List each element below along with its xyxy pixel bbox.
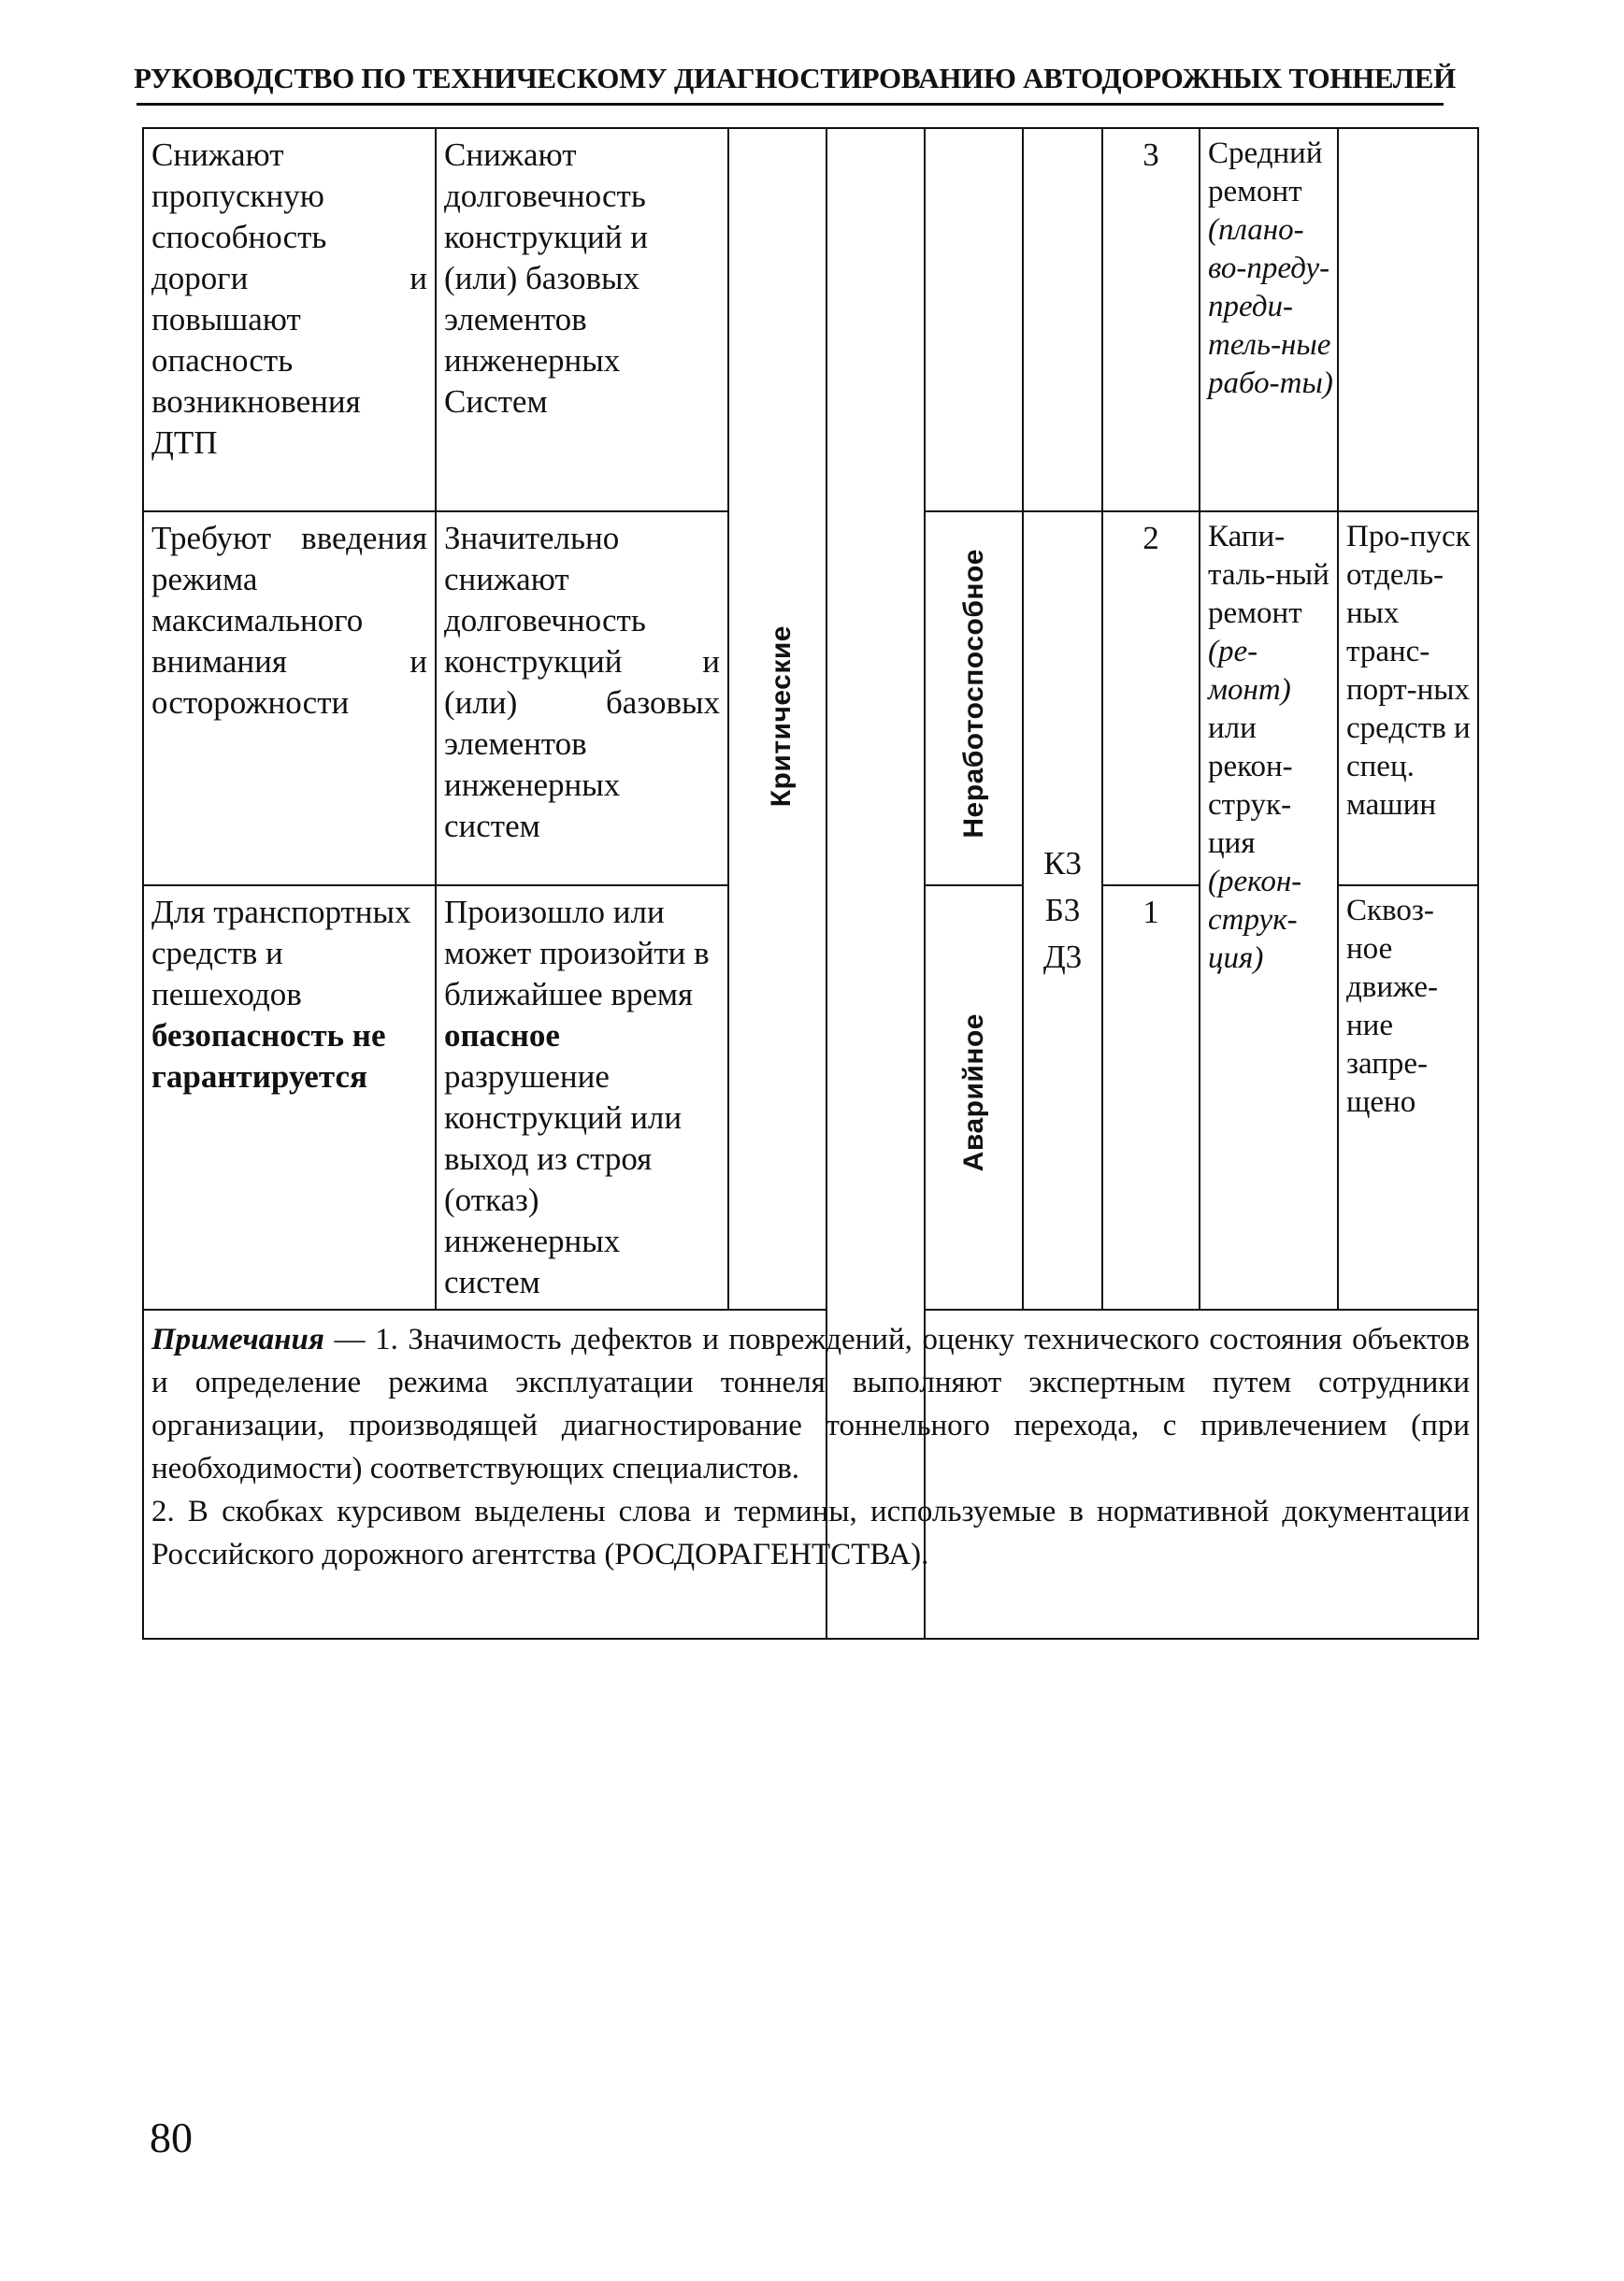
structure-effect-cell: [436, 885, 728, 1310]
code-number-cell: 3: [1102, 128, 1200, 511]
notes-cell: [143, 1310, 1478, 1639]
code-number-cell: 1: [1102, 885, 1200, 1310]
traffic-effect-cell: Снижают пропускную способность дороги и повышают опасность возникновения ДТП: [143, 128, 436, 511]
repair-cell: [1200, 128, 1338, 511]
header-rule: [137, 103, 1444, 106]
state-inoperable-label: Неработоспособное: [957, 548, 989, 839]
repair-term: (плано-во-преду-преди-тель-ные рабо-ты): [1208, 213, 1333, 400]
traffic-effect-cell: Требуют введения режима максимального внимания и осторожности: [143, 511, 436, 885]
repair-cell: [1200, 511, 1338, 1310]
state-inoperable-cell: [925, 511, 1023, 885]
repair-label: Капи-таль-ный ремонт: [1208, 520, 1329, 630]
regime-cell: Про-пуск отдель-ных транс-порт-ных средств и спец. машин: [1338, 511, 1478, 885]
category-label-wrap: [732, 127, 830, 1305]
codes-cell: [1023, 511, 1102, 1310]
code-label: Д3: [1042, 939, 1083, 975]
traffic-effect-text: Для транспортных средств и пешеходов: [151, 894, 411, 1012]
traffic-effect-cell: [143, 885, 436, 1310]
code-number-cell: 2: [1102, 511, 1200, 885]
structure-effect-emphasis: опасное: [444, 1017, 560, 1054]
regime-cell: Сквоз-ное движе-ние запре-щено: [1338, 885, 1478, 1310]
notes-row: [143, 1310, 1478, 1639]
note-2: 2. В скобках курсивом выделены слова и термины, используемые в нормативной документации Российского дорожного агентства (РОСДОРАГЕНТСТВА).: [151, 1495, 1470, 1571]
blank-cell: [925, 128, 1023, 511]
traffic-effect-emphasis: безопасность не гарантируется: [151, 1017, 386, 1095]
blank-cell: [1338, 128, 1478, 511]
state-emergency-cell: [925, 885, 1023, 1310]
page-number: 80: [150, 2114, 193, 2161]
structure-effect-cell: Значительно снижают долговечность конструкций и (или) базовых элементов инженерных систем: [436, 511, 728, 885]
note-1: 1. Значимость дефектов и повреждений, оценку технического состояния объектов и определение режима эксплуатации тоннеля выполняют экспертным путем сотрудники организации, производящей диагностирование тоннельного перехода, с привлечением (при необходимости) соответствующих специалистов.: [151, 1323, 1471, 1485]
repair-term: (рекон-струк-ция): [1208, 865, 1302, 975]
running-head: РУКОВОДСТВО ПО ТЕХНИЧЕСКОМУ ДИАГНОСТИРОВАНИЮ АВТОДОРОЖНЫХ ТОННЕЛЕЙ: [134, 62, 1456, 94]
repair-label: Средний ремонт: [1208, 136, 1323, 208]
code-label: К3: [1043, 845, 1082, 882]
structure-effect-cell: Снижают долговечность конструкций и (или) базовых элементов инженерных Систем: [436, 128, 728, 511]
state-emergency-label: Аварийное: [957, 1012, 989, 1172]
repair-label: или рекон-струк-ция: [1208, 711, 1293, 860]
notes-dash: —: [334, 1323, 366, 1356]
structure-effect-text: Произошло или может произойти в ближайшее время: [444, 894, 710, 1012]
notes-label: Примечания: [151, 1323, 324, 1356]
code-label: Б3: [1044, 892, 1081, 928]
repair-term: (ре-монт): [1208, 635, 1291, 707]
blank-cell: [1023, 128, 1102, 511]
category-label: Критические: [765, 624, 797, 808]
structure-effect-text: разрушение конструкций или выход из строя (отказ) инженерных систем: [444, 1058, 683, 1300]
